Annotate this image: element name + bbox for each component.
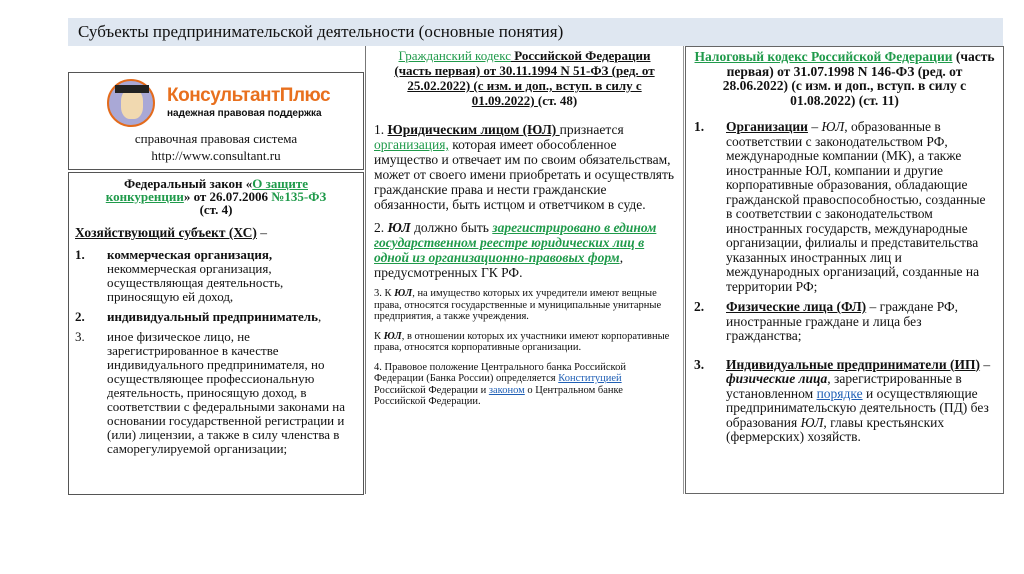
procedure-link[interactable]: порядке	[816, 385, 863, 401]
law-heading: Федеральный закон «О защите конкуренции» от 26.07.2006 №135-ФЗ (ст. 4)	[105, 176, 327, 217]
subject-definition: Хозяйствующий субъект (ХС) –	[75, 225, 267, 240]
consultant-logo-box	[68, 72, 364, 170]
list-item: 2. Физические лица (ФЛ) – граждане РФ, иностранные граждане и лица без гражданства;	[694, 299, 959, 343]
list-item: 1. коммерческая организация, некоммерческая организация, осуществляющая деятельность, приносящую ей доход,	[75, 247, 284, 304]
logo-tagline: надежная правовая поддержка	[167, 108, 322, 119]
paragraph-1: 1. Юридическим лицом (ЮЛ) признается организация, которая имеет обособленное имущество и отвечает им по своим обязательствам, может от своего имени приобретать и осуществлять гражданские права и нести гражданские обязанности, быть истцом и ответчиком в суде.	[374, 122, 675, 212]
list-item: 3. Индивидуальные предприниматели (ИП) – физические лица, зарегистрированные в установленном порядке и осуществляющие предпринимательскую деятельность (ПД) без образования ЮЛ, главы крестьянских (фермерских) хозяйств.	[694, 356, 991, 444]
constitution-link[interactable]: Конституцией	[558, 373, 622, 384]
paragraph-3: 3. К ЮЛ, на имущество которых их учредители имеют вещные права, относятся государственные и муниципальные унитарные предприятия, а также учреждения.	[374, 288, 662, 322]
slide-title: Субъекты предпринимательской деятельности (основные понятия)	[68, 18, 1003, 46]
website-link[interactable]: http://www.consultant.ru	[151, 148, 281, 163]
competition-law-box	[68, 172, 364, 495]
paragraph-2: 2. ЮЛ должно быть зарегистрировано в едином государственном реестре юридических лиц в одной из организационно-правовых форм, предусмотренных ГК РФ.	[374, 220, 657, 280]
civil-code-link[interactable]: Гражданский кодекс	[398, 48, 511, 63]
list-item: 2. индивидуальный предприниматель,	[75, 309, 322, 324]
paragraph-3b: К ЮЛ, в отношении которых их участники имеют корпоративные права, относятся корпоративные организации.	[374, 330, 670, 353]
civil-code-column	[365, 46, 684, 494]
system-caption: справочная правовая система	[134, 131, 298, 146]
registration-link[interactable]: зарегистрировано в едином государственном реестре юридических лиц в одной из организационно-правовых форм	[374, 220, 657, 265]
civil-code-heading: Гражданский кодекс Российской Федерации (часть первая) от 30.11.1994 N 51-ФЗ (ред. от 25.02.2022) (с изм. и доп., вступ. в силу с 01.09.2022) (ст. 48)	[394, 48, 655, 108]
central-bank-law-link[interactable]: законом	[488, 384, 525, 396]
list-item: 3. иное физическое лицо, не зарегистрированное в качестве индивидуального предпринимателя, но осуществляющее профессиональную деятельность, приносящую доход, в соответствии с федеральными законами на основании государственной регистрации и (или) лицензии, а также в силу членства в саморегулируемой организации;	[75, 329, 346, 456]
list-item: 1. Организации – ЮЛ, образованные в соответствии с законодательством РФ, международные компании (МК), а также иностранные ЮЛ, компании и другие корпоративные образования, обладающие гражданской правоспособностью, созданные в соответствии с законодательством иностранных государств, международные организации, филиалы и представительства указанных иностранных лиц и международных организаций, созданные на территории РФ;	[694, 119, 986, 294]
organization-link[interactable]: организация,	[374, 137, 449, 152]
tax-code-column	[685, 46, 1004, 494]
paragraph-4: 4. Правовое положение Центрального банка Российской Федерации (Банка России) определяется Конституцией Российской Федерации и законом о Центральном банке Российской Федерации.	[374, 361, 626, 407]
competition-law-link[interactable]: О защите конкуренции	[105, 176, 308, 204]
law-number-link[interactable]: №135-ФЗ	[271, 189, 327, 204]
professor-avatar-icon	[107, 79, 155, 127]
tax-code-link[interactable]: Налоговый кодекс Российской Федерации	[694, 49, 953, 64]
tax-code-heading: Налоговый кодекс Российской Федерации (часть первая) от 31.07.1998 N 146-ФЗ (ред. от 28.06.2022) (с изм. и доп., вступ. в силу с 01.08.2022) (ст. 11)	[694, 49, 995, 108]
logo-brand: КонсультантПлюс	[167, 85, 331, 106]
